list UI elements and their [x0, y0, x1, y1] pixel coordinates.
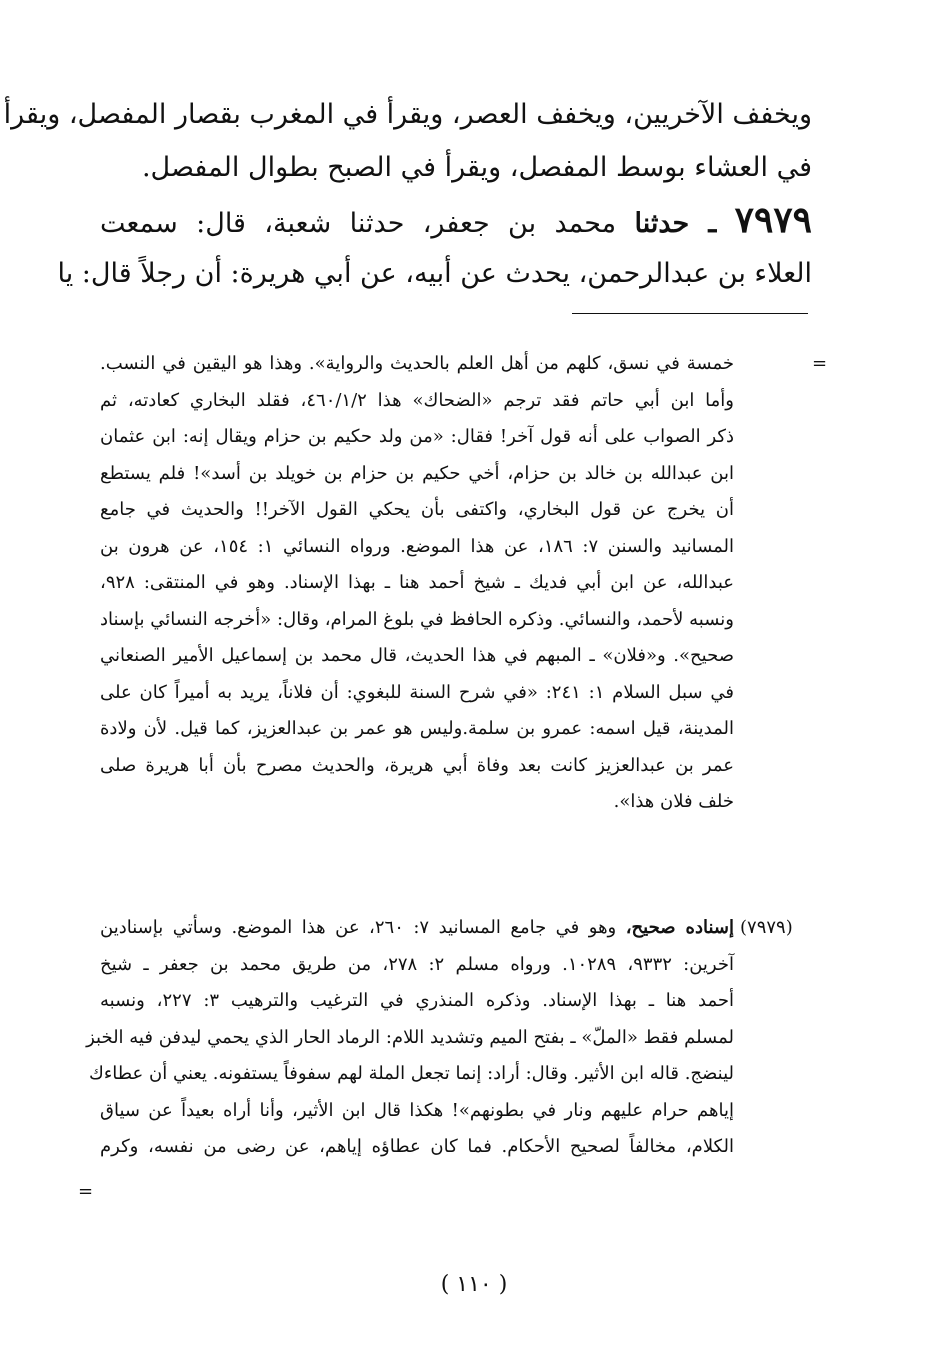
footnote-ref: (٧٩٧٩): [740, 917, 793, 938]
footnote-line: [100, 910, 734, 947]
hadith-heading-line: [100, 194, 812, 247]
footnote-line: خلف فلان هذا».: [613, 791, 734, 812]
footnote-line: عمر بن عبدالعزيز كانت بعد وفاة أبي هريرة، والحديث مصرح بأن أبا هريرة صلى: [100, 754, 734, 776]
footnote-line: وأما ابن أبي حاتم فقد ترجم «الضحاك» هذا ٤٦٠/١/٢، فقلد البخاري كعادته، ثم: [100, 389, 734, 411]
footnote-separator: [572, 313, 808, 314]
footnote-7979: [86, 910, 734, 1166]
footnote-line: ونسبه لأحمد، والنسائي. وذكره الحافظ في بلوغ المرام، وقال: «أخرجه النسائي بإسناد: [100, 608, 734, 630]
footnote-text: وهو في جامع المسانيد ٧: ٢٦٠، عن هذا الموضع. وسأتي بإسنادين: [100, 917, 617, 938]
footnote-line: إياهم حرام عليهم ونار في بطونهم»! هكذا قال ابن الأثير، وأنا أراه بعيداً عن سياق: [100, 1099, 734, 1121]
footnote-line: ابن عبدالله بن خالد بن حزام، أخي حكيم بن حزام بن خويلد بن أسد»! فلم يستطع: [100, 462, 734, 484]
footnote-line: آخرين: ٩٣٣٢، ١٠٢٨٩. ورواه مسلم ٢: ٢٧٨، من طريق محمد بن جعفر ـ شيخ: [100, 953, 734, 975]
hadith-text: محمد بن جعفر، حدثنا شعبة، قال: سمعت: [100, 208, 617, 239]
hadith-number: ٧٩٧٩: [734, 199, 812, 241]
footnote-line: في سبل السلام ١: ٢٤١: «في شرح السنة للبغوي: أن فلاناً، يريد به أميراً كان على: [100, 681, 734, 703]
footnote-line: المسانيد والسنن ٧: ١٨٦، عن هذا الموضع. ورواه النسائي ١: ١٥٤، عن هرون بن: [100, 535, 735, 557]
footnote-line: خمسة في نسق، كلهم من أهل العلم بالحديث والرواية». وهذا هو اليقين في النسب.: [100, 353, 734, 374]
footnote-line: أحمد هنا ـ بهذا الإسناد. وذكره المنذري في الترغيب والترهيب ٣: ٢٢٧، ونسبه: [100, 990, 734, 1011]
hadith-lead: ـ حدثنا: [634, 208, 717, 239]
continuation-marker: =: [78, 1181, 94, 1202]
footnote-line: لينضج. قاله ابن الأثير. وقال: أراد: إنما تجعل الملة لهم سفوفاً يستفونه. يعني أن عطاءك: [88, 1063, 734, 1084]
hadith-text-line: العلاء بن عبدالرحمن، يحدث عن أبيه، عن أبي هريرة: أن رجلاً قال: يا: [57, 258, 812, 289]
footnote-line: أن يخرج عن قول البخاري، واكتفى بأن يحكي القول الآخر!! والحديث في جامع: [100, 499, 734, 520]
main-text-line: ويخفف الآخريين، ويخفف العصر، ويقرأ في المغرب بقصار المفصل، ويقرأ: [3, 99, 812, 130]
footnote-line: الكلام، مخالفاً لصحيح الأحكام. فما كان عطاؤه إياهم، عن رضى من نفسه، وكرم: [100, 1136, 734, 1157]
verdict-text: إسناده صحيح،: [625, 917, 734, 938]
page-number: ( ١١٠ ): [440, 1272, 508, 1297]
footnote-line: لمسلم فقط «الملّ» ـ بفتح الميم وتشديد اللام: الرماد الحار الذي يحمي ليدفن فيه الخبز: [86, 1026, 734, 1048]
main-text-line: في العشاء بوسط المفصل، ويقرأ في الصبح بطوال المفصل.: [141, 152, 812, 183]
continuation-marker: =: [812, 353, 828, 374]
footnote-continued: [100, 346, 734, 821]
footnote-line: ذكر الصواب على أنه قول آخر! فقال: «من ولد حكيم بن حزام ويقال إنه: ابن عثمان: [100, 426, 734, 447]
main-text: [3, 88, 812, 300]
footnote-line: المدينة، قيل اسمه: عمرو بن سلمة.وليس هو عمر بن عبدالعزيز، كما قيل. لأن ولادة: [100, 718, 734, 739]
footnote-line: صحيح». و«فلان» ـ المبهم في هذا الحديث، قال محمد بن إسماعيل الأمير الصنعاني: [100, 645, 734, 666]
footnote-line: عبدالله، عن ابن أبي فديك ـ شيخ أحمد هنا ـ بهذا الإسناد. وهو في المنتقى: ٩٢٨،: [100, 572, 734, 593]
